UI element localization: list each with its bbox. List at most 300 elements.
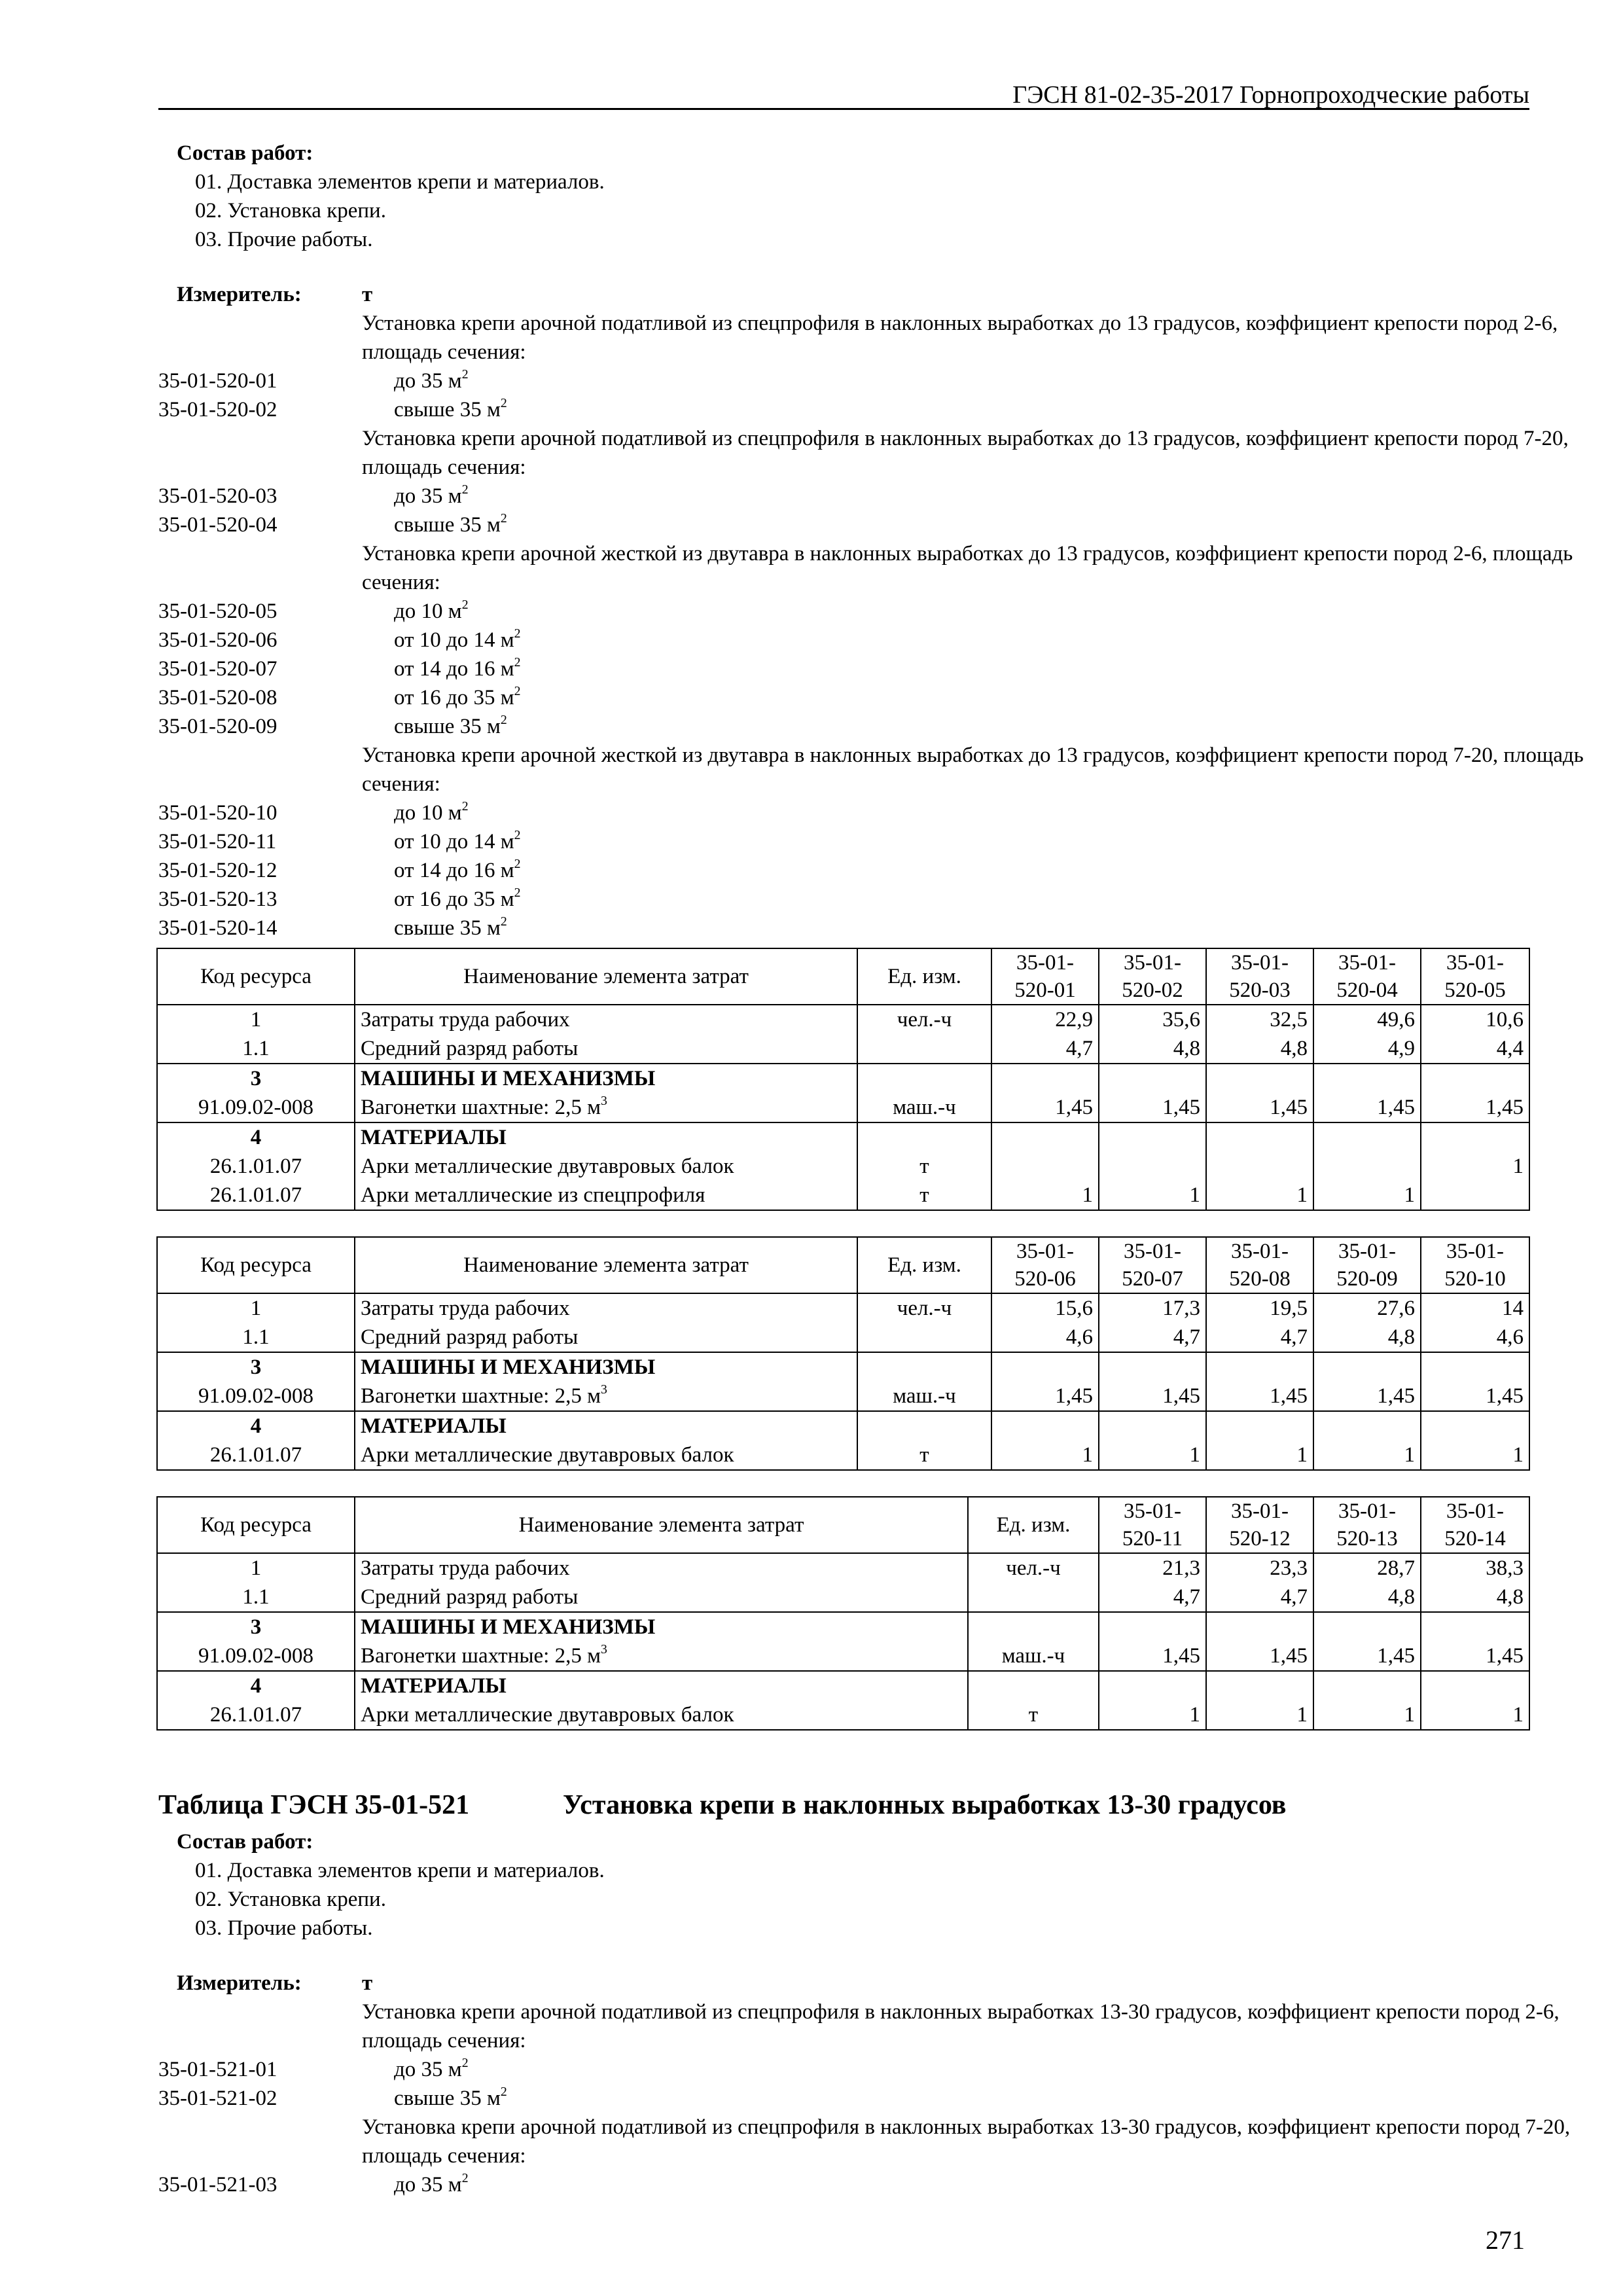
cell-resource-code: 4 bbox=[157, 1411, 355, 1441]
cell-norm-value: 1,45 bbox=[1313, 1641, 1421, 1671]
header-norm-code bbox=[991, 1237, 1099, 1293]
cell-norm-value bbox=[1421, 1612, 1529, 1641]
table-521-title: Таблица ГЭСН 35-01-521 bbox=[158, 1790, 470, 1820]
cell-resource-code: 3 bbox=[157, 1352, 355, 1382]
cell-norm-value: 4,4 bbox=[1421, 1034, 1529, 1064]
table-row bbox=[157, 1293, 1529, 1323]
cost-element-name: МАШИНЫ И МЕХАНИЗМЫ bbox=[361, 1615, 656, 1639]
cell-norm-value: 1,45 bbox=[1099, 1641, 1206, 1671]
norm-code: 35-01-520-04 bbox=[158, 512, 277, 537]
header-norm-code bbox=[1099, 1237, 1206, 1293]
cell-cost-element bbox=[355, 1382, 857, 1411]
table-521-name: Установка крепи в наклонных выработках 13-30 градусов bbox=[563, 1790, 1287, 1820]
cost-element-name: Арки металлические двутавровых балок bbox=[361, 1703, 734, 1727]
cell-norm-value bbox=[1099, 1411, 1206, 1441]
measure-unit: т bbox=[362, 1971, 373, 1995]
cell-norm-value: 1 bbox=[991, 1441, 1099, 1470]
header-norm-code bbox=[1099, 948, 1206, 1005]
cost-element-name: МАТЕРИАЛЫ bbox=[361, 1674, 507, 1698]
cell-cost-element bbox=[355, 1093, 857, 1122]
table-header-row bbox=[157, 1237, 1529, 1293]
header-norm-code-part: 520-14 bbox=[1444, 1527, 1506, 1551]
size-text: свыше 35 м bbox=[394, 397, 501, 422]
norm-code: 35-01-520-05 bbox=[158, 599, 277, 623]
cell-resource-code: 26.1.01.07 bbox=[157, 1152, 355, 1181]
cost-element-name: МАТЕРИАЛЫ bbox=[361, 1414, 507, 1438]
table-row bbox=[157, 1122, 1529, 1152]
cell-norm-value: 10,6 bbox=[1421, 1005, 1529, 1034]
size-text: от 14 до 16 м bbox=[394, 858, 514, 882]
cell-resource-code: 1.1 bbox=[157, 1583, 355, 1612]
header-norm-code-part: 35-01- bbox=[1446, 951, 1504, 975]
header-norm-code-part: 35-01- bbox=[1446, 1499, 1504, 1523]
norm-section-size bbox=[394, 914, 507, 942]
cell-norm-value bbox=[1313, 1122, 1421, 1152]
cell-norm-value bbox=[1313, 1411, 1421, 1441]
cell-norm-value: 1,45 bbox=[1099, 1382, 1206, 1411]
cell-resource-code: 4 bbox=[157, 1122, 355, 1152]
size-text: свыше 35 м bbox=[394, 916, 501, 940]
cell-norm-value: 1,45 bbox=[991, 1093, 1099, 1122]
norm-section-size bbox=[394, 511, 507, 539]
cost-element-name: Затраты труда рабочих bbox=[361, 1008, 570, 1031]
header-norm-code bbox=[1421, 948, 1529, 1005]
cell-norm-value: 1 bbox=[1313, 1181, 1421, 1210]
header-rule bbox=[158, 108, 1529, 110]
cell-norm-value: 4,8 bbox=[1313, 1583, 1421, 1612]
header-cost-element: Наименование элемента затрат bbox=[355, 1497, 968, 1553]
cell-norm-value: 1 bbox=[1099, 1181, 1206, 1210]
cell-unit: т bbox=[968, 1700, 1099, 1730]
header-norm-code bbox=[1421, 1237, 1529, 1293]
cell-unit: маш.-ч bbox=[968, 1641, 1099, 1671]
cell-norm-value bbox=[1313, 1064, 1421, 1093]
cost-element-name: МАШИНЫ И МЕХАНИЗМЫ bbox=[361, 1067, 656, 1090]
cell-norm-value: 4,7 bbox=[1099, 1323, 1206, 1352]
size-exponent: 2 bbox=[461, 2170, 469, 2185]
cost-element-name: Вагонетки шахтные: 2,5 м bbox=[361, 1644, 601, 1668]
cell-norm-value bbox=[1099, 1152, 1206, 1181]
norm-section-size bbox=[394, 395, 507, 424]
header-norm-code-part: 35-01- bbox=[1124, 951, 1181, 975]
header-norm-code-part: 35-01- bbox=[1016, 951, 1074, 975]
norm-section-size bbox=[394, 827, 521, 856]
cell-resource-code: 1.1 bbox=[157, 1323, 355, 1352]
page-number: 271 bbox=[1486, 2225, 1525, 2255]
norm-section-size bbox=[394, 856, 521, 885]
header-norm-code-part: 520-13 bbox=[1336, 1527, 1398, 1551]
cell-unit bbox=[857, 1323, 991, 1352]
cell-norm-value: 17,3 bbox=[1099, 1293, 1206, 1323]
cell-norm-value: 21,3 bbox=[1099, 1553, 1206, 1583]
cell-unit bbox=[857, 1352, 991, 1382]
table-header-row bbox=[157, 948, 1529, 1005]
size-text: от 16 до 35 м bbox=[394, 685, 514, 709]
cell-norm-value bbox=[1421, 1671, 1529, 1700]
cell-unit bbox=[857, 1411, 991, 1441]
header-resource-code: Код ресурса bbox=[157, 1237, 355, 1293]
running-header-title: ГЭСН 81-02-35-2017 Горнопроходческие работы bbox=[1012, 81, 1529, 109]
table-row bbox=[157, 1641, 1529, 1671]
cell-norm-value: 15,6 bbox=[991, 1293, 1099, 1323]
composition-label: Состав работ: bbox=[177, 1830, 313, 1854]
cost-element-name: Вагонетки шахтные: 2,5 м bbox=[361, 1384, 601, 1408]
norm-code: 35-01-520-10 bbox=[158, 800, 277, 825]
cell-norm-value: 28,7 bbox=[1313, 1553, 1421, 1583]
cell-norm-value bbox=[1313, 1671, 1421, 1700]
size-text: от 10 до 14 м bbox=[394, 829, 514, 853]
norm-section-size bbox=[394, 2170, 469, 2199]
composition-label: Состав работ: bbox=[177, 141, 313, 165]
cost-element-name: Арки металлические двутавровых балок bbox=[361, 1443, 734, 1467]
header-norm-code-part: 520-02 bbox=[1122, 978, 1183, 1002]
cost-element-name: Средний разряд работы bbox=[361, 1585, 579, 1609]
cell-norm-value: 1,45 bbox=[1099, 1093, 1206, 1122]
header-norm-code-part: 520-04 bbox=[1336, 978, 1398, 1002]
cell-norm-value bbox=[1206, 1352, 1313, 1382]
cell-norm-value: 1 bbox=[1099, 1441, 1206, 1470]
size-exponent: 2 bbox=[514, 856, 521, 871]
cell-norm-value: 4,8 bbox=[1313, 1323, 1421, 1352]
norm-code: 35-01-520-13 bbox=[158, 887, 277, 911]
cell-unit: т bbox=[857, 1441, 991, 1470]
cell-norm-value: 4,6 bbox=[991, 1323, 1099, 1352]
cell-norm-value bbox=[1421, 1181, 1529, 1210]
size-text: свыше 35 м bbox=[394, 714, 501, 738]
work-item: 01. Доставка элементов крепи и материалов. bbox=[195, 1859, 605, 1882]
cell-resource-code: 26.1.01.07 bbox=[157, 1441, 355, 1470]
cell-norm-value bbox=[1099, 1352, 1206, 1382]
cell-norm-value: 35,6 bbox=[1099, 1005, 1206, 1034]
header-norm-code bbox=[1099, 1497, 1206, 1553]
header-norm-code-part: 35-01- bbox=[1338, 951, 1396, 975]
cell-resource-code: 4 bbox=[157, 1671, 355, 1700]
header-norm-code-part: 35-01- bbox=[1338, 1240, 1396, 1263]
resource-table-520-06-10 bbox=[156, 1236, 1530, 1471]
size-text: до 35 м bbox=[394, 368, 462, 393]
table-row bbox=[157, 1093, 1529, 1122]
header-norm-code bbox=[991, 948, 1099, 1005]
item-group-description: Установка крепи арочной жесткой из двутавра в наклонных выработках до 13 градусов, коэффициент крепости пород 7-20, площадь сечения: bbox=[362, 743, 1584, 796]
cell-norm-value: 49,6 bbox=[1313, 1005, 1421, 1034]
cell-cost-element bbox=[355, 1323, 857, 1352]
size-exponent: 2 bbox=[514, 827, 521, 842]
cost-element-exponent: 3 bbox=[600, 1382, 607, 1397]
cell-norm-value: 4,8 bbox=[1421, 1583, 1529, 1612]
header-norm-code bbox=[1421, 1497, 1529, 1553]
cell-norm-value bbox=[1206, 1064, 1313, 1093]
cell-unit bbox=[857, 1064, 991, 1093]
cost-element-name: Затраты труда рабочих bbox=[361, 1297, 570, 1320]
table-row bbox=[157, 1700, 1529, 1730]
header-norm-code-part: 35-01- bbox=[1231, 1240, 1289, 1263]
cell-norm-value: 19,5 bbox=[1206, 1293, 1313, 1323]
header-norm-code-part: 520-12 bbox=[1229, 1527, 1291, 1551]
cell-cost-element bbox=[355, 1553, 968, 1583]
cost-element-name: МАШИНЫ И МЕХАНИЗМЫ bbox=[361, 1355, 656, 1379]
norm-section-size bbox=[394, 367, 469, 395]
norm-code: 35-01-520-01 bbox=[158, 368, 277, 393]
cell-norm-value bbox=[991, 1352, 1099, 1382]
norm-code: 35-01-520-09 bbox=[158, 714, 277, 738]
cell-resource-code: 26.1.01.07 bbox=[157, 1181, 355, 1210]
cell-norm-value: 4,7 bbox=[1206, 1583, 1313, 1612]
cell-norm-value: 1 bbox=[1206, 1181, 1313, 1210]
cell-norm-value bbox=[1421, 1352, 1529, 1382]
header-norm-code bbox=[1313, 948, 1421, 1005]
size-exponent: 2 bbox=[461, 2055, 469, 2070]
cell-norm-value: 1 bbox=[1206, 1700, 1313, 1730]
table-row bbox=[157, 1323, 1529, 1352]
header-norm-code-part: 520-05 bbox=[1444, 978, 1506, 1002]
size-exponent: 2 bbox=[500, 511, 507, 526]
cell-norm-value: 27,6 bbox=[1313, 1293, 1421, 1323]
cell-unit bbox=[857, 1034, 991, 1064]
cell-unit: чел.-ч bbox=[857, 1293, 991, 1323]
header-norm-code-part: 35-01- bbox=[1231, 1499, 1289, 1523]
cell-resource-code: 3 bbox=[157, 1064, 355, 1093]
cell-norm-value: 1,45 bbox=[1313, 1382, 1421, 1411]
header-norm-code bbox=[1206, 948, 1313, 1005]
item-group-description: Установка крепи арочной жесткой из двутавра в наклонных выработках до 13 градусов, коэффициент крепости пород 2-6, площадь сечения: bbox=[362, 541, 1573, 594]
size-text: от 10 до 14 м bbox=[394, 628, 514, 652]
header-resource-code: Код ресурса bbox=[157, 948, 355, 1005]
cell-unit: чел.-ч bbox=[857, 1005, 991, 1034]
header-norm-code-part: 520-07 bbox=[1122, 1267, 1183, 1291]
size-exponent: 2 bbox=[514, 655, 521, 670]
cell-resource-code: 1 bbox=[157, 1293, 355, 1323]
header-norm-code-part: 520-08 bbox=[1229, 1267, 1291, 1291]
size-text: от 16 до 35 м bbox=[394, 887, 514, 911]
table-row bbox=[157, 1583, 1529, 1612]
header-norm-code bbox=[1206, 1497, 1313, 1553]
size-text: до 10 м bbox=[394, 599, 462, 623]
cell-norm-value: 1 bbox=[1313, 1700, 1421, 1730]
norm-section-size bbox=[394, 482, 469, 511]
item-group-description: Установка крепи арочной податливой из спецпрофиля в наклонных выработках до 13 градусов, коэффициент крепости пород 2-6, площадь сечения: bbox=[362, 311, 1558, 364]
size-exponent: 2 bbox=[461, 367, 469, 382]
norm-code: 35-01-521-03 bbox=[158, 2172, 277, 2197]
header-norm-code-part: 35-01- bbox=[1231, 951, 1289, 975]
header-norm-code-part: 520-03 bbox=[1229, 978, 1291, 1002]
cell-cost-element bbox=[355, 1583, 968, 1612]
cell-cost-element bbox=[355, 1641, 968, 1671]
measure-label: Измеритель: bbox=[177, 1971, 302, 1995]
header-norm-code-part: 520-09 bbox=[1336, 1267, 1398, 1291]
measure-label: Измеритель: bbox=[177, 282, 302, 306]
cell-cost-element bbox=[355, 1441, 857, 1470]
cell-unit bbox=[857, 1122, 991, 1152]
cost-element-name: МАТЕРИАЛЫ bbox=[361, 1126, 507, 1149]
cell-cost-element bbox=[355, 1034, 857, 1064]
cell-norm-value: 1,45 bbox=[1206, 1641, 1313, 1671]
cell-norm-value bbox=[1206, 1612, 1313, 1641]
cell-norm-value: 1 bbox=[1421, 1441, 1529, 1470]
cell-norm-value bbox=[1313, 1612, 1421, 1641]
cell-unit: маш.-ч bbox=[857, 1382, 991, 1411]
cell-norm-value bbox=[1206, 1671, 1313, 1700]
cell-norm-value: 1 bbox=[1206, 1441, 1313, 1470]
header-cost-element: Наименование элемента затрат bbox=[355, 1237, 857, 1293]
header-norm-code-part: 520-11 bbox=[1122, 1527, 1183, 1551]
cost-element-name: Средний разряд работы bbox=[361, 1037, 579, 1060]
size-text: до 35 м bbox=[394, 484, 462, 508]
cell-norm-value: 4,7 bbox=[991, 1034, 1099, 1064]
cell-resource-code: 91.09.02-008 bbox=[157, 1093, 355, 1122]
cell-cost-element bbox=[355, 1352, 857, 1382]
cell-resource-code: 1.1 bbox=[157, 1034, 355, 1064]
header-resource-code: Код ресурса bbox=[157, 1497, 355, 1553]
cost-element-exponent: 3 bbox=[600, 1642, 607, 1657]
norm-code: 35-01-520-08 bbox=[158, 685, 277, 709]
norm-section-size bbox=[394, 683, 521, 712]
cost-element-name: Средний разряд работы bbox=[361, 1325, 579, 1349]
norm-code: 35-01-521-01 bbox=[158, 2057, 277, 2081]
norm-section-size bbox=[394, 2084, 507, 2113]
cell-norm-value bbox=[991, 1064, 1099, 1093]
cell-cost-element bbox=[355, 1293, 857, 1323]
size-text: свыше 35 м bbox=[394, 2086, 501, 2110]
size-text: до 35 м bbox=[394, 2172, 462, 2197]
cell-norm-value bbox=[1099, 1122, 1206, 1152]
resource-table-520-01-05 bbox=[156, 948, 1530, 1211]
header-norm-code-part: 35-01- bbox=[1016, 1240, 1074, 1263]
size-exponent: 2 bbox=[514, 683, 521, 698]
cell-norm-value: 1 bbox=[1313, 1441, 1421, 1470]
cell-norm-value: 4,7 bbox=[1206, 1323, 1313, 1352]
header-unit: Ед. изм. bbox=[857, 948, 991, 1005]
header-norm-code-part: 520-06 bbox=[1014, 1267, 1076, 1291]
cell-norm-value: 14 bbox=[1421, 1293, 1529, 1323]
header-unit: Ед. изм. bbox=[857, 1237, 991, 1293]
header-unit: Ед. изм. bbox=[968, 1497, 1099, 1553]
cell-resource-code: 26.1.01.07 bbox=[157, 1700, 355, 1730]
cost-element-name: Затраты труда рабочих bbox=[361, 1556, 570, 1580]
table-row bbox=[157, 1005, 1529, 1034]
cell-unit bbox=[968, 1612, 1099, 1641]
header-norm-code-part: 35-01- bbox=[1338, 1499, 1396, 1523]
cell-norm-value: 1,45 bbox=[1421, 1641, 1529, 1671]
norm-section-size bbox=[394, 798, 469, 827]
norm-code: 35-01-520-14 bbox=[158, 916, 277, 940]
cell-norm-value: 1,45 bbox=[1206, 1382, 1313, 1411]
norm-code: 35-01-520-02 bbox=[158, 397, 277, 422]
size-exponent: 2 bbox=[461, 482, 469, 497]
table-row bbox=[157, 1034, 1529, 1064]
size-text: свыше 35 м bbox=[394, 512, 501, 537]
cell-norm-value: 4,9 bbox=[1313, 1034, 1421, 1064]
cell-resource-code: 1 bbox=[157, 1553, 355, 1583]
cell-norm-value: 1 bbox=[1421, 1152, 1529, 1181]
cell-norm-value bbox=[1206, 1411, 1313, 1441]
cell-unit: т bbox=[857, 1181, 991, 1210]
cell-unit: чел.-ч bbox=[968, 1553, 1099, 1583]
cell-norm-value: 22,9 bbox=[991, 1005, 1099, 1034]
norm-section-size bbox=[394, 655, 521, 683]
cell-norm-value bbox=[1421, 1411, 1529, 1441]
size-text: до 35 м bbox=[394, 2057, 462, 2081]
norm-code: 35-01-520-07 bbox=[158, 656, 277, 681]
cell-norm-value bbox=[1313, 1352, 1421, 1382]
norm-section-size bbox=[394, 712, 507, 741]
table-row bbox=[157, 1152, 1529, 1181]
item-group-description: Установка крепи арочной податливой из спецпрофиля в наклонных выработках до 13 градусов, коэффициент крепости пород 7-20, площадь сечения: bbox=[362, 426, 1569, 479]
cell-norm-value: 1 bbox=[1099, 1700, 1206, 1730]
header-norm-code-part: 520-10 bbox=[1444, 1267, 1506, 1291]
size-exponent: 2 bbox=[461, 597, 469, 612]
cell-norm-value: 38,3 bbox=[1421, 1553, 1529, 1583]
cost-element-name: Арки металлические двутавровых балок bbox=[361, 1155, 734, 1178]
size-exponent: 2 bbox=[500, 2084, 507, 2099]
cell-norm-value: 1 bbox=[1421, 1700, 1529, 1730]
norm-code: 35-01-520-12 bbox=[158, 858, 277, 882]
cell-unit bbox=[968, 1583, 1099, 1612]
header-norm-code bbox=[1206, 1237, 1313, 1293]
cell-resource-code: 1 bbox=[157, 1005, 355, 1034]
cell-norm-value bbox=[1099, 1064, 1206, 1093]
cell-cost-element bbox=[355, 1700, 968, 1730]
norm-code: 35-01-520-11 bbox=[158, 829, 277, 853]
table-row bbox=[157, 1352, 1529, 1382]
norm-section-size bbox=[394, 2055, 469, 2084]
header-norm-code-part: 35-01- bbox=[1446, 1240, 1504, 1263]
size-exponent: 2 bbox=[500, 395, 507, 410]
norm-section-size bbox=[394, 626, 521, 655]
cell-norm-value: 4,7 bbox=[1099, 1583, 1206, 1612]
cell-unit bbox=[968, 1671, 1099, 1700]
size-text: от 14 до 16 м bbox=[394, 656, 514, 681]
table-row bbox=[157, 1181, 1529, 1210]
cell-norm-value bbox=[1206, 1122, 1313, 1152]
header-norm-code-part: 520-01 bbox=[1014, 978, 1076, 1002]
table-row bbox=[157, 1382, 1529, 1411]
norm-section-size bbox=[394, 885, 521, 914]
cell-norm-value bbox=[1421, 1064, 1529, 1093]
table-row bbox=[157, 1553, 1529, 1583]
cell-resource-code: 3 bbox=[157, 1612, 355, 1641]
size-exponent: 2 bbox=[514, 626, 521, 641]
cell-norm-value: 23,3 bbox=[1206, 1553, 1313, 1583]
cell-norm-value: 1,45 bbox=[1313, 1093, 1421, 1122]
cell-norm-value: 32,5 bbox=[1206, 1005, 1313, 1034]
work-item: 02. Установка крепи. bbox=[195, 1888, 386, 1911]
cell-cost-element bbox=[355, 1005, 857, 1034]
cost-element-name: Арки металлические из спецпрофиля bbox=[361, 1183, 705, 1207]
table-row bbox=[157, 1612, 1529, 1641]
measure-unit: т bbox=[362, 282, 373, 306]
cell-norm-value bbox=[1313, 1152, 1421, 1181]
cost-element-name: Вагонетки шахтные: 2,5 м bbox=[361, 1096, 601, 1119]
header-norm-code bbox=[1313, 1237, 1421, 1293]
cell-norm-value bbox=[991, 1411, 1099, 1441]
size-exponent: 2 bbox=[500, 914, 507, 929]
cell-norm-value bbox=[991, 1122, 1099, 1152]
cell-cost-element bbox=[355, 1152, 857, 1181]
cell-norm-value: 1 bbox=[991, 1181, 1099, 1210]
cell-norm-value bbox=[1206, 1152, 1313, 1181]
cost-element-exponent: 3 bbox=[600, 1094, 607, 1109]
cell-norm-value: 4,6 bbox=[1421, 1323, 1529, 1352]
cell-cost-element bbox=[355, 1612, 968, 1641]
table-row bbox=[157, 1671, 1529, 1700]
work-item: 03. Прочие работы. bbox=[195, 1916, 373, 1940]
cell-cost-element bbox=[355, 1671, 968, 1700]
item-group-description: Установка крепи арочной податливой из спецпрофиля в наклонных выработках 13-30 градусов, коэффициент крепости пород 2-6, площадь сечения: bbox=[362, 2000, 1560, 2053]
table-row bbox=[157, 1064, 1529, 1093]
size-text: до 10 м bbox=[394, 800, 462, 825]
work-item: 02. Установка крепи. bbox=[195, 199, 386, 223]
norm-code: 35-01-520-06 bbox=[158, 628, 277, 652]
